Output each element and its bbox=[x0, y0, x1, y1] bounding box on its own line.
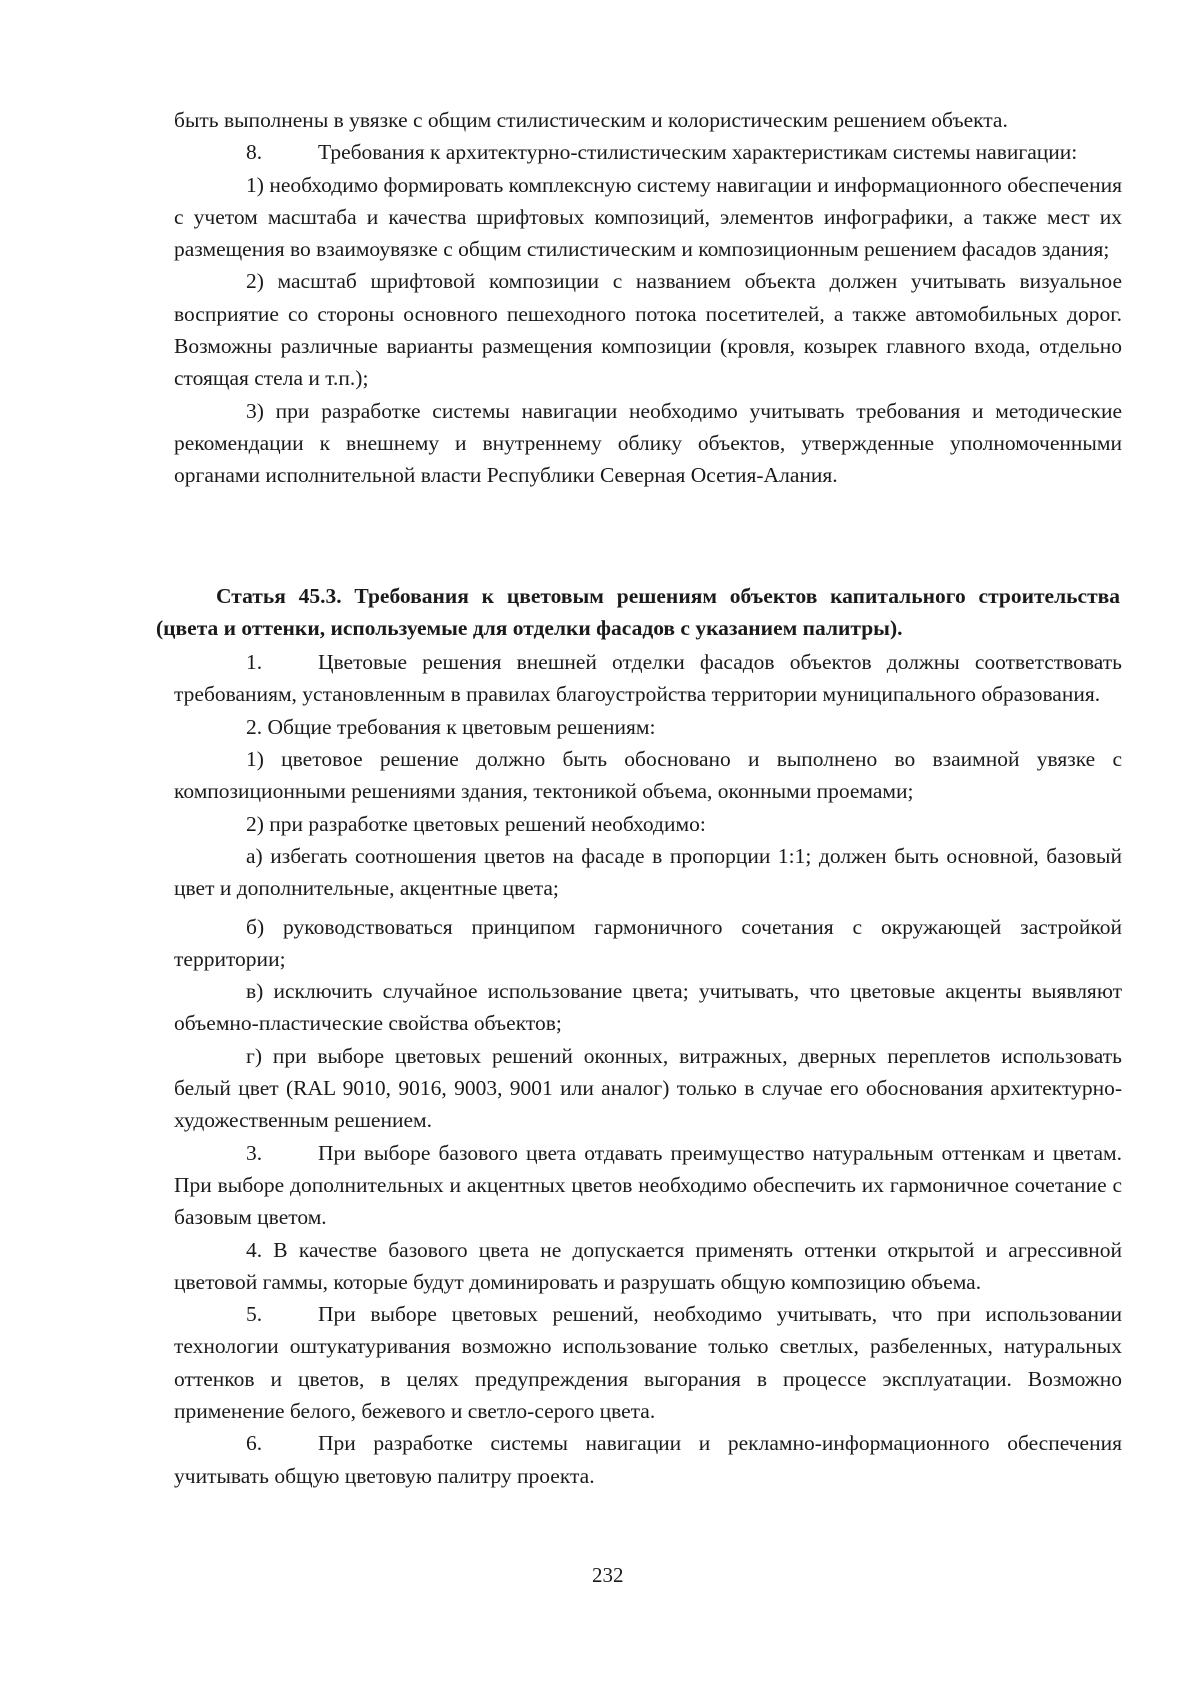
paragraph-article-2-2-b: б) руководствоваться принципом гармоничного сочетания с окружающей застройкой территории; bbox=[174, 914, 1122, 971]
paragraph-article-6 bbox=[174, 1427, 1122, 1492]
item-number: 8. bbox=[246, 140, 263, 165]
paragraph-article-2-2-g: г) при выборе цветовых решений оконных, витражных, дверных переплетов использовать белый цвет (RAL 9010, 9016, 9003, 9001 или аналог) только в случае его обоснования архитектурно-художественным решением. bbox=[174, 1043, 1122, 1133]
paragraph-article-3 bbox=[174, 1137, 1122, 1234]
paragraph-article-4: 4. В качестве базового цвета не допускается применять оттенки открытой и агрессивной цветовой гаммы, которые будут доминировать и разрушать общую композицию объема. bbox=[174, 1237, 1122, 1294]
paragraph-article-1 bbox=[174, 646, 1122, 711]
document-page bbox=[156, 104, 1122, 1492]
item-number: 1. bbox=[246, 650, 263, 675]
paragraph-article-2-2-v: в) исключить случайное использование цвета; учитывать, что цветовые акценты выявляют объемно-пластические свойства объектов; bbox=[174, 979, 1122, 1036]
paragraph-sub-1: 1) необходимо формировать комплексную систему навигации и информационного обеспечения с учетом масштаба и качества шрифтовых композиций, элементов инфографики, а также мест их размещения во взаимоувязке с общим стилистическим и композиционным решением фасадов здания; bbox=[174, 172, 1122, 262]
item-number: 3. bbox=[246, 1140, 263, 1165]
paragraph-article-5 bbox=[174, 1298, 1122, 1427]
item-number: 6. bbox=[246, 1431, 263, 1456]
paragraph-sub-2: 2) масштаб шрифтовой композиции с названием объекта должен учитывать визуальное восприятие со стороны основного пешеходного потока посетителей, а также автомобильных дорог. Возможны различные варианты размещения композиции (кровля, козырек главного входа, отдельно стоящая стела и т.п.); bbox=[174, 269, 1122, 391]
item-text: При разработке системы навигации и рекламно-информационного обеспечения учитывать общую цветовую палитру проекта. bbox=[174, 1431, 1122, 1488]
item-text: При выборе цветовых решений, необходимо учитывать, что при использовании технологии оштукатуривания возможно использование только светлых, разбеленных, натуральных оттенков и цветов, в целях предупреждения выгорания в процессе эксплуатации. Возможно применение белого, бежевого и светло-серого цвета. bbox=[174, 1302, 1122, 1423]
paragraph-article-2-2: 2) при разработке цветовых решений необходимо: bbox=[246, 811, 706, 836]
paragraph-continuation: быть выполнены в увязке с общим стилистическим и колористическим решением объекта. bbox=[174, 108, 1008, 132]
page-number: 232 bbox=[592, 1563, 624, 1587]
item-text: При выборе базового цвета отдавать преимущество натуральным оттенкам и цветам. При выборе дополнительных и акцентных цветов необходимо обеспечить их гармоничное сочетание с базовым цветом. bbox=[174, 1140, 1122, 1230]
item-number: 5. bbox=[246, 1302, 263, 1327]
paragraph-article-2: 2. Общие требования к цветовым решениям: bbox=[246, 714, 656, 739]
paragraph-item-8 bbox=[174, 136, 1122, 168]
paragraph-sub-3: 3) при разработке системы навигации необходимо учитывать требования и методические рекомендации к внешнему и внутреннему облику объектов, утвержденные уполномоченными органами исполнительной власти Республики Северная Осетия-Алания. bbox=[174, 398, 1122, 488]
item-text: Цветовые решения внешней отделки фасадов объектов должны соответствовать требованиям, установленным в правилах благоустройства территории муниципального образования. bbox=[174, 650, 1122, 707]
item-text: Требования к архитектурно-стилистическим характеристикам системы навигации: bbox=[318, 140, 1078, 165]
article-heading: Статья 45.3. Требования к цветовым решениям объектов капитального строительства (цвета и оттенки, используемые для отделки фасадов с указанием палитры). bbox=[156, 583, 1120, 640]
paragraph-article-2-1: 1) цветовое решение должно быть обосновано и выполнено во взаимной увязке с композиционными решениями здания, тектоникой объема, оконными проемами; bbox=[174, 747, 1122, 804]
paragraph-article-2-2-a: а) избегать соотношения цветов на фасаде в пропорции 1:1; должен быть основной, базовый цвет и дополнительные, акцентные цвета; bbox=[174, 843, 1122, 901]
